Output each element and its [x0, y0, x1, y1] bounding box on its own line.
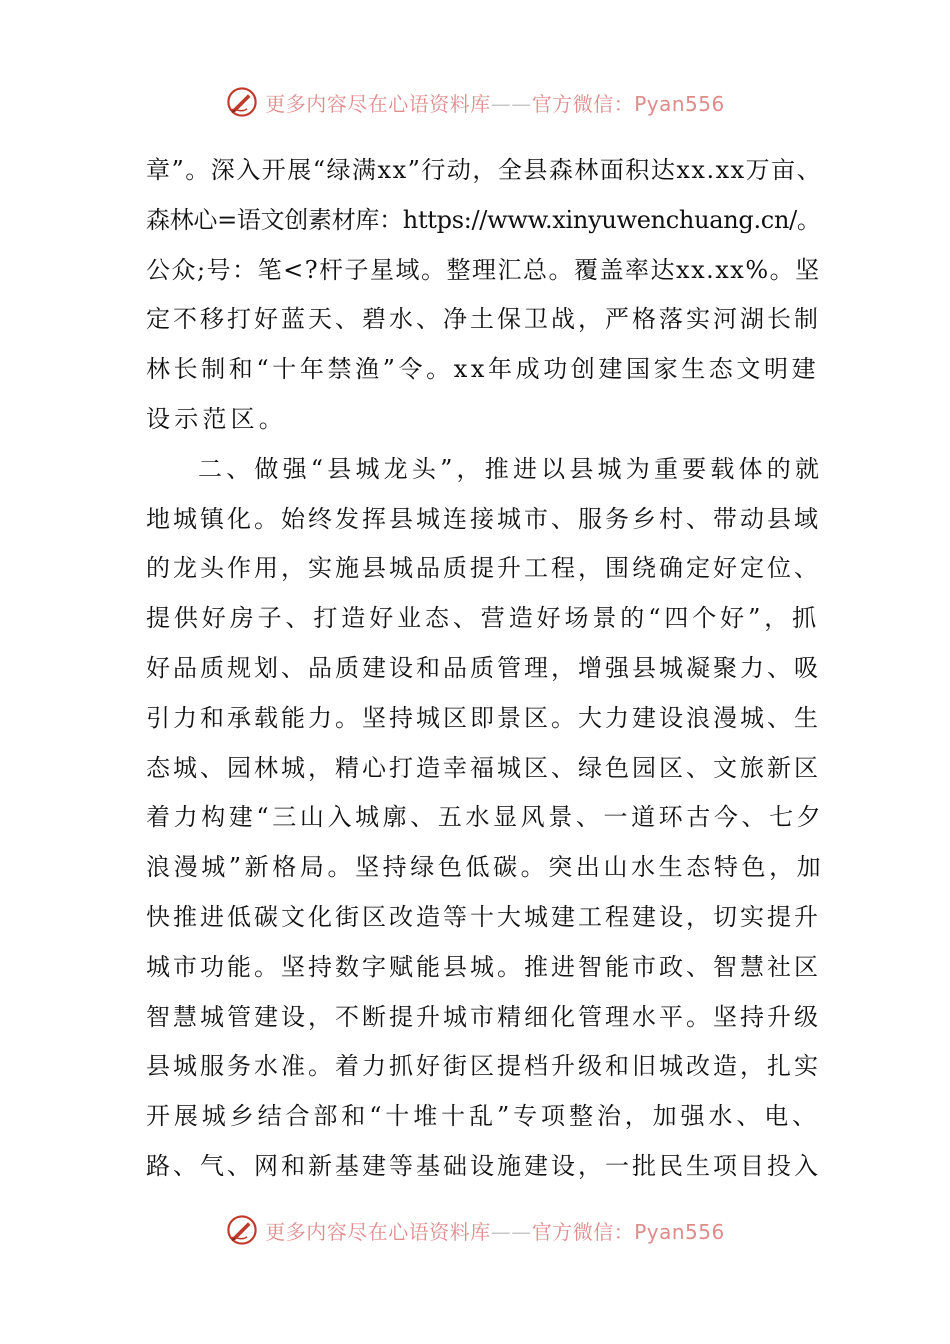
watermark-text: 更多内容尽在心语资料库——官方微信：Pyan556 — [265, 1219, 725, 1244]
text-line: 的龙头作用，实施县城品质提升工程，围绕确定好定位、 — [146, 554, 821, 583]
text-line: 章”。深入开展“绿满xx”行动，全县森林面积达xx.xx万亩、 — [146, 156, 823, 184]
text-line: 态城、园林城，精心打造幸福城区、绿色园区、文旅新区 — [146, 753, 821, 782]
text-line: 林长制和“十年禁渔”令。xx年成功创建国家生态文明建 — [146, 355, 820, 384]
pen-seal-logo-icon — [225, 85, 259, 119]
text-line: 定不移打好蓝天、碧水、净土保卫战，严格落实河湖长制 — [146, 305, 821, 334]
footer-watermark — [0, 1210, 950, 1250]
text-line: 浪漫城”新格局。坚持绿色低碳。突出山水生态特色，加 — [146, 853, 825, 882]
text-line: 公众;号：笔<?杆子星域。整理汇总。覆盖率达xx.xx%。坚 — [146, 255, 821, 284]
text-line: 智慧城管建设，不断提升城市精细化管理水平。坚持升级 — [146, 1002, 821, 1031]
text-line: 森林心=语文创素材库：https://www.xinyuwenchuang.cn/。 — [146, 205, 821, 234]
text-line: 城市功能。坚持数字赋能县城。推进智能市政、智慧社区 — [146, 952, 821, 981]
pen-seal-logo-icon — [225, 1213, 259, 1247]
text-line: 着力构建“三山入城廓、五水显风景、一道环古今、七夕 — [146, 803, 825, 832]
text-line: 开展城乡结合部和“十堆十乱”专项整治，加强水、电、 — [146, 1102, 821, 1131]
header-watermark — [0, 82, 950, 122]
text-line: 提供好房子、打造好业态、营造好场景的“四个好”，抓 — [146, 604, 821, 633]
text-line: 设示范区。 — [146, 404, 287, 433]
text-line: 县城服务水准。着力抓好街区提档升级和旧城改造，扎实 — [146, 1052, 821, 1081]
text-line: 二、做强“县城龙头”，推进以县城为重要载体的就 — [198, 454, 824, 483]
body-text — [146, 146, 825, 1192]
watermark-text: 更多内容尽在心语资料库——官方微信：Pyan556 — [265, 91, 725, 116]
text-line: 路、气、网和新基建等基础设施建设，一批民生项目投入 — [146, 1151, 821, 1180]
text-line: 引力和承载能力。坚持城区即景区。大力建设浪漫城、生 — [146, 703, 821, 732]
text-line: 好品质规划、品质建设和品质管理，增强县城凝聚力、吸 — [146, 653, 821, 682]
text-line: 快推进低碳文化街区改造等十大城建工程建设，切实提升 — [146, 902, 821, 931]
text-line: 地城镇化。始终发挥县城连接城市、服务乡村、带动县域 — [146, 504, 821, 533]
